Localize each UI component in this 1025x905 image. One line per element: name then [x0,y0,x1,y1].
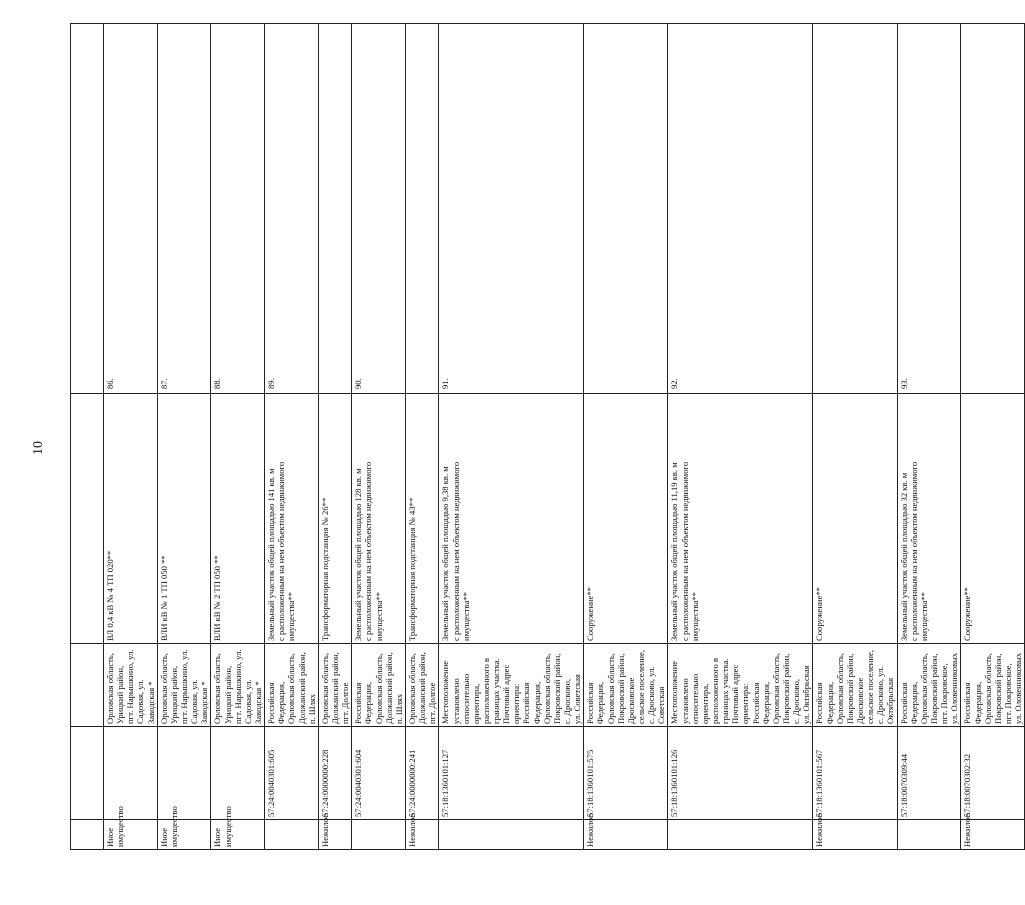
cell-number [813,24,897,394]
cell-empty [71,394,104,644]
cell-name: Сооружение** [813,394,897,644]
cell-name: Трансформаторная подстанция № 43** [405,394,438,644]
cell-type [439,820,584,850]
cell-type [668,820,813,850]
cell-empty [71,820,104,850]
cell-type [265,820,319,850]
cell-number: 93. [897,24,961,394]
cell-name: Земельный участок общей площадью 32 кв. м с расположенным на нем объектом недвижимого имущества** [897,394,961,644]
cell-number: 87. [157,24,211,394]
cell-address: Российская Федерация, Орловская область, Покровский район, Дросковское сельское поселение, с. Дросково, ул. Октябрьская [813,644,897,727]
cell-number: 91. [439,24,584,394]
cell-name: Трансформаторная подстанция № 26** [318,394,351,644]
cell-address: Местоположение установлено относительно ориентира, расположенного в границах участка. Почтовый адрес ориентира: Российская Федерация, Орловская область, Покровский район, с. Дросково, ул. Советская [439,644,584,727]
property-table-body [71,24,1025,850]
cell-address: Орловская область, Урицкий район, пгт. Нарышкино, ул. Садовая, ул. Заводская * [211,644,265,727]
table-row [584,24,668,850]
cell-number [405,24,438,394]
cell-type: Иное имущество [104,820,158,850]
cell-address: Орловская область, Должанский район, пгт. Долгое [318,644,351,727]
cell-address: Российская Федерация, Орловская область, Покровский район, пгт. Покровское, ул. Оловенниковых [961,644,1025,727]
cell-number [961,24,1025,394]
table-row [352,24,406,850]
table-row-top [71,24,104,850]
cell-name: Земельный участок общей площадью 11,19 кв. м с расположенным на нем объектом недвижимого имущества** [668,394,813,644]
cell-number: 90. [352,24,406,394]
table-row [668,24,813,850]
rotated-table-container [70,24,1024,850]
cell-name: Земельный участок общей площадью 141 кв. м с расположенным на нем объектом недвижимого имущества** [265,394,319,644]
cell-empty [71,727,104,820]
cell-number: 92. [668,24,813,394]
cell-name: Сооружение** [584,394,668,644]
table-row [439,24,584,850]
cell-address: Российская Федерация, Орловская область, Должанский район, п. Шлях [352,644,406,727]
cell-number [318,24,351,394]
cell-cadastre: 57:18:0070309:44 [897,727,961,820]
cell-number: 86. [104,24,158,394]
cell-type: Нежилое [961,820,1025,850]
cell-address: Российская Федерация, Орловская область, Покровский район, Дросковское сельское поселение, с. Дросково, ул. Советская [584,644,668,727]
cell-cadastre: 57:24:0000000:241 [405,727,438,820]
cell-type: Иное имущество [157,820,211,850]
table-row [318,24,351,850]
cell-address: Российская Федерация, Орловская область, Должанский район, п. Шлях [265,644,319,727]
cell-cadastre: 57:24:0040301:605 [265,727,319,820]
table-row [104,24,158,850]
cell-cadastre: 57:18:1360101:575 [584,727,668,820]
table-row [157,24,211,850]
cell-cadastre: 57:18:1360101:126 [668,727,813,820]
cell-cadastre: 57:24:0040301:604 [352,727,406,820]
cell-number: 89. [265,24,319,394]
property-table [70,23,1025,850]
cell-name: ВЛ 0,4 кВ № 4 ТП 020** [104,394,158,644]
page-number: 10 [31,441,46,455]
table-row [405,24,438,850]
cell-type: Нежилое [405,820,438,850]
cell-type: Иное имущество [211,820,265,850]
table-row [961,24,1025,850]
cell-address: Российская Федерация, Орловская область, Покровский район, пгт. Покровское, ул. Оловенниковых [897,644,961,727]
cell-name: Земельный участок общей площадью 128 кв. м с расположенным на нем объектом недвижимого имущества** [352,394,406,644]
cell-number [584,24,668,394]
cell-cadastre: 57:18:0070302:32 [961,727,1025,820]
cell-address: Орловская область, Урицкий район, пгт. Нарышкино, ул. Садовая, ул. Заводская * [104,644,158,727]
cell-cadastre: 57:24:0000000:228 [318,727,351,820]
table-row [813,24,897,850]
cell-type: Нежилое [584,820,668,850]
cell-cadastre: 57:18:1360101:127 [439,727,584,820]
cell-cadastre [211,727,265,820]
cell-empty [71,644,104,727]
cell-type [897,820,961,850]
cell-address: Орловская область, Урицкий район, пгт. Нарышкино, ул. Садовая, ул. Заводская * [157,644,211,727]
cell-name: Сооружение** [961,394,1025,644]
cell-type: Нежилое [318,820,351,850]
cell-address: Орловская область, Должанский район, пгт. Долгое [405,644,438,727]
cell-name: ВЛИ кВ № 1 ТП 050 ** [157,394,211,644]
cell-empty [71,24,104,394]
table-row [265,24,319,850]
cell-cadastre [157,727,211,820]
cell-cadastre [104,727,158,820]
table-row [211,24,265,850]
cell-type: Нежилое [813,820,897,850]
cell-address: Местоположение установлено относительно ориентира, расположенного в границах участка. Почтовый адрес ориентира: Российская Федерация, Орловская область, Покровский район, с. Дросково, ул. Октябрьская [668,644,813,727]
cell-type [352,820,406,850]
cell-cadastre: 57:18:1360101:567 [813,727,897,820]
cell-name: Земельный участок общей площадью 9,38 кв. м с расположенным на нем объектом недвижимого имущества** [439,394,584,644]
table-row [897,24,961,850]
cell-number: 88. [211,24,265,394]
cell-name: ВЛИ кВ № 2 ТП 050 ** [211,394,265,644]
